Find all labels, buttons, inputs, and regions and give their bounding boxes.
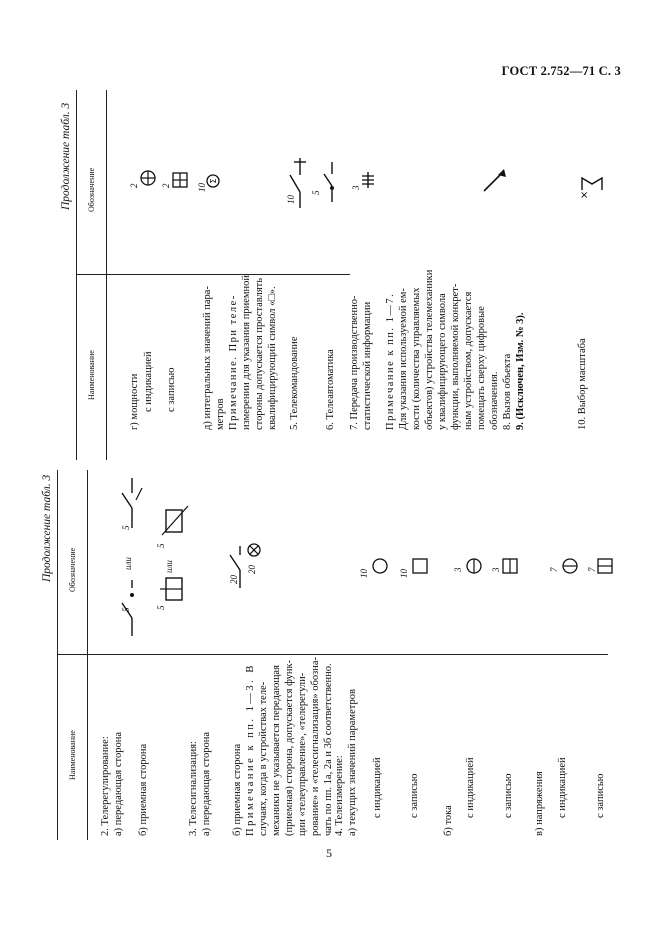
note-line-3: механики не указывается передающая bbox=[271, 665, 282, 836]
symbol-telemeas-rec bbox=[410, 556, 430, 576]
symbol-transfer bbox=[358, 170, 378, 190]
left-table-cont-divider bbox=[331, 654, 608, 655]
note-line-5: ции «телеуправление», «телерегули- bbox=[297, 672, 308, 836]
row-teleizm-a: а) текущих значений параметров bbox=[347, 689, 358, 836]
label-7a: 7 bbox=[549, 567, 559, 572]
note-line-4: (приемная) сторона, допускается функ- bbox=[284, 659, 295, 836]
r-note-2: измерении для указания приемной bbox=[241, 275, 252, 430]
note-line-6: рование» и «телесигнализация» обозна- bbox=[310, 657, 321, 836]
symbol-call-object bbox=[480, 165, 510, 195]
label-5c: 5 bbox=[156, 605, 166, 610]
label-20b: 20 bbox=[247, 565, 257, 574]
left-table-col-symbol: Обозначение bbox=[68, 547, 77, 592]
left-table-col-name: Наименование bbox=[68, 730, 77, 780]
label-or2: или bbox=[164, 560, 174, 573]
label-3c: 3 bbox=[351, 185, 361, 190]
r-note-1: Примечание. При теле- bbox=[228, 294, 239, 430]
row-c-rec: с записью bbox=[595, 773, 606, 818]
right-table-caption: Продолжение табл. 3 bbox=[60, 102, 72, 210]
r-row-call: 8. Вызов объекта bbox=[502, 353, 513, 430]
symbol-teleautomatics bbox=[318, 160, 348, 204]
note-line-2: случаях, когда в устройствах теле- bbox=[258, 681, 269, 836]
r-note2-6: функции, выполняемой конкрет- bbox=[450, 283, 461, 430]
r-row-telecommand: 5. Телекомандование bbox=[289, 336, 300, 430]
page-number: 5 bbox=[326, 846, 332, 860]
label-10a: 10 bbox=[359, 569, 369, 578]
row-a-rec: с записью bbox=[409, 773, 420, 818]
symbol-telereg-rx bbox=[150, 490, 200, 620]
label-3b: 3 bbox=[491, 567, 501, 572]
r-row-transfer-1: 7. Передача производственно- bbox=[349, 295, 360, 430]
r-note-3: стороны допускается проставлять bbox=[254, 277, 265, 430]
row-b-indic: с индикацией bbox=[465, 757, 476, 818]
row-telereg: 2. Телерегулирование: bbox=[100, 736, 111, 836]
symbol-integral bbox=[204, 172, 222, 190]
label-20a: 20 bbox=[229, 575, 239, 584]
r-note2-3: кости (количества управляемых bbox=[411, 287, 422, 430]
r-row-teleautomatics: 6. Телеавтоматика bbox=[325, 349, 336, 430]
left-table-caption: Продолжение табл. 3 bbox=[41, 474, 53, 582]
note-line-7: чать по пп. 1а, 2а и 3б соответственно. bbox=[323, 663, 334, 836]
r-note2-5: у квалифицирующего символа bbox=[437, 293, 448, 430]
row-c-voltage: в) напряжения bbox=[534, 771, 545, 836]
label-10-integral: 10 bbox=[197, 183, 207, 192]
label-5d: 5 bbox=[156, 543, 166, 548]
label-5a: 5 bbox=[121, 607, 131, 612]
symbol-scale-select bbox=[574, 166, 604, 202]
label-5e: 5 bbox=[311, 190, 321, 195]
right-table-col-divider bbox=[76, 274, 350, 275]
symbol-voltage-indic bbox=[560, 556, 580, 576]
label-10b: 10 bbox=[399, 569, 409, 578]
row-telereg-a: а) передающая сторона bbox=[113, 731, 124, 836]
left-table-header-rule bbox=[87, 470, 88, 840]
r-row-power-rec: с записью bbox=[166, 367, 177, 412]
right-table-top-rule bbox=[76, 90, 77, 460]
left-table-col-divider bbox=[57, 654, 331, 655]
page-header: ГОСТ 2.752—71 С. 3 bbox=[501, 64, 621, 78]
r-note2-8: помещать сверху цифровые bbox=[476, 306, 487, 430]
r-row-transfer-2: статистической информации bbox=[362, 301, 373, 430]
svg-text:×: × bbox=[580, 190, 589, 201]
symbol-telemeas-indic bbox=[370, 556, 390, 576]
label-3a: 3 bbox=[453, 567, 463, 572]
row-telesig-a: а) передающая сторона bbox=[201, 731, 212, 836]
r-note2-1: Примечание к пп. 1—7. bbox=[385, 292, 396, 430]
r-row-power: г) мощности bbox=[129, 373, 140, 430]
row-teleizm: 4. Телеизмерение: bbox=[334, 755, 345, 836]
row-b-current: б) тока bbox=[443, 805, 454, 836]
symbol-telesig-rx bbox=[244, 540, 264, 560]
r-row-scale: 10. Выбор масштаба bbox=[577, 338, 588, 430]
r-note2-9: обозначения. bbox=[489, 371, 500, 430]
r-row-power-indic: с индикацией bbox=[143, 351, 154, 412]
symbol-power-rec bbox=[170, 170, 190, 190]
r-note2-7: ным устройством, допускается bbox=[463, 291, 474, 430]
row-b-rec: с записью bbox=[503, 773, 514, 818]
left-table-top-rule bbox=[57, 470, 58, 840]
right-table-col-name: Наименование bbox=[87, 350, 96, 400]
label-5b: 5 bbox=[121, 525, 131, 530]
r-note2-2: Для указания используемой ем- bbox=[398, 288, 409, 430]
symbol-current-rec bbox=[500, 556, 520, 576]
row-telesig: 3. Телесигнализация: bbox=[188, 741, 199, 836]
label-2a: 2 bbox=[129, 183, 139, 188]
row-c-indic: с индикацией bbox=[557, 757, 568, 818]
label-2b: 2 bbox=[161, 183, 171, 188]
right-table-header-rule bbox=[106, 90, 107, 460]
r-note-4: квалифицирующий символ «□». bbox=[267, 286, 278, 430]
left-table-cont bbox=[334, 470, 608, 840]
r-note2-4: объектов) устройства телемеханики bbox=[424, 269, 435, 430]
svg-text:Σ: Σ bbox=[209, 178, 218, 184]
label-7b: 7 bbox=[587, 567, 597, 572]
symbol-current-indic bbox=[464, 556, 484, 576]
symbol-power-indic bbox=[138, 168, 158, 188]
r-row-excluded: 9. (Исключен, Изм. № 3). bbox=[515, 312, 526, 430]
row-a-indic: с индикацией bbox=[372, 757, 383, 818]
label-or1: или bbox=[123, 557, 133, 570]
r-row-integral-2: метров bbox=[215, 398, 226, 430]
note-line-1: Примечание к пп. 1—3. В bbox=[245, 663, 256, 836]
symbol-voltage-rec bbox=[595, 556, 615, 576]
right-table-col-symbol: Обозначение bbox=[87, 167, 96, 212]
label-10c: 10 bbox=[286, 195, 296, 204]
row-telesig-b: б) приемная сторона bbox=[232, 743, 243, 836]
row-telereg-b: б) приемная сторона bbox=[138, 743, 149, 836]
r-row-integral-1: д) интегральных значений пара- bbox=[202, 286, 213, 430]
